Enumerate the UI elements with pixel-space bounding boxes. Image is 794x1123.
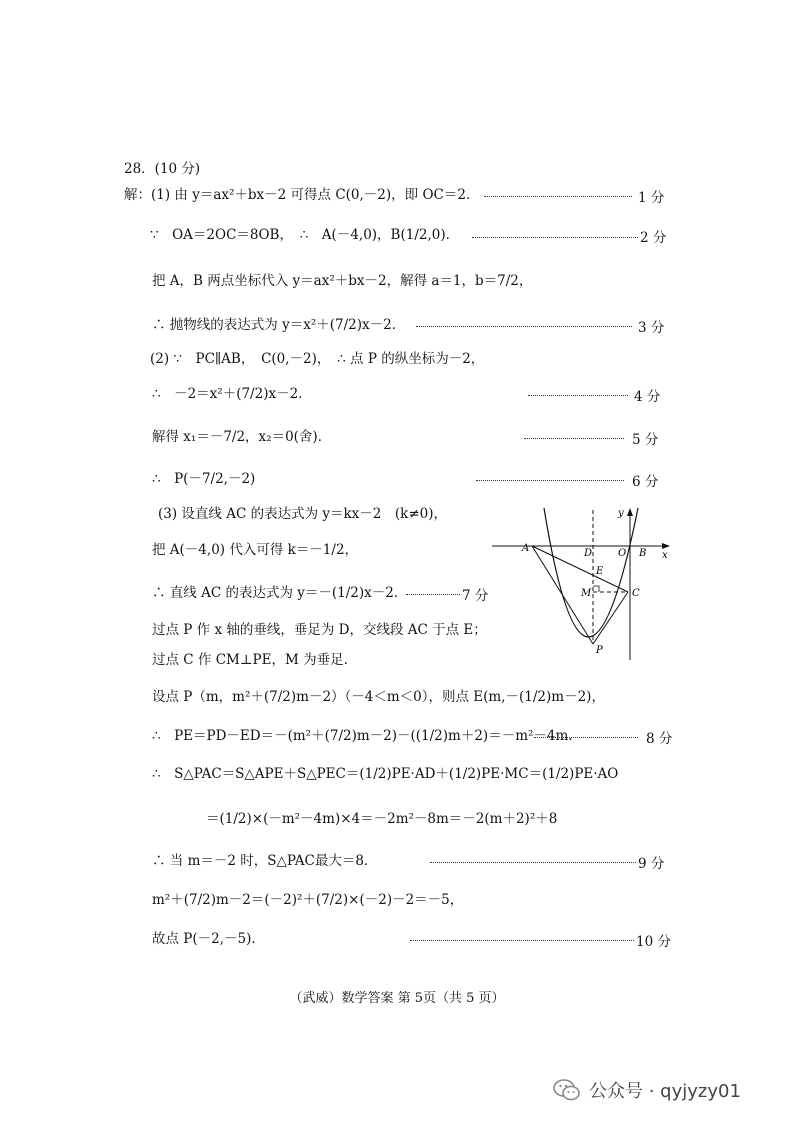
solution-line-6: ∴ －2＝x²＋(7/2)x－2． bbox=[152, 386, 312, 402]
solution-line-1: 解：(1) 由 y＝ax²＋bx－2 可得点 C(0,－2)，即 OC＝2． bbox=[124, 187, 480, 203]
solution-line-13: 过点 C 作 CM⊥PE，M 为垂足. bbox=[152, 652, 348, 668]
label-C: C bbox=[632, 588, 640, 599]
score-mark: 8 分 bbox=[646, 731, 673, 747]
solution-line-9: (3) 设直线 AC 的表达式为 y＝kx－2 (k≠0)， bbox=[158, 506, 447, 522]
solution-line-12: 过点 P 作 x 轴的垂线，垂足为 D，交线段 AC 于点 E； bbox=[152, 622, 487, 638]
solution-line-8: ∴ P(－7/2,－2) bbox=[152, 471, 256, 487]
score-mark: 4 分 bbox=[634, 389, 661, 405]
dot-leader bbox=[484, 192, 632, 197]
solution-line-2: ∵ OA＝2OC＝8OB， ∴ A(－4,0)，B(1/2,0)． bbox=[150, 227, 460, 243]
label-B: B bbox=[639, 548, 647, 559]
x-axis-arrow bbox=[662, 543, 670, 549]
solution-line-10: 把 A(－4,0) 代入可得 k＝－1/2， bbox=[152, 542, 359, 558]
dot-leader bbox=[406, 590, 460, 595]
score-mark: 5 分 bbox=[632, 432, 659, 448]
dot-leader bbox=[524, 434, 624, 439]
right-angle-mark bbox=[593, 586, 599, 592]
score-mark: 2 分 bbox=[640, 230, 667, 246]
wechat-watermark bbox=[553, 1073, 741, 1107]
solution-line-14: 设点 P（m，m²＋(7/2)m－2）（－4＜m＜0），则点 E(m,－(1/2)m－2)， bbox=[152, 689, 605, 705]
y-axis-arrow bbox=[627, 508, 633, 516]
parabola-diagram bbox=[492, 506, 676, 664]
score-mark: 1 分 bbox=[638, 190, 665, 206]
solution-line-15: ∴ PE＝PD－ED＝－(m²＋(7/2)m－2)－((1/2)m＋2)＝－m²－4m. bbox=[152, 728, 573, 744]
dot-leader bbox=[528, 391, 628, 396]
score-mark: 6 分 bbox=[632, 474, 659, 490]
wechat-icon bbox=[553, 1078, 581, 1102]
label-M: M bbox=[581, 588, 592, 599]
question-header: 28．(10 分) bbox=[124, 161, 201, 177]
label-P: P bbox=[596, 645, 603, 656]
solution-line-11: ∴ 直线 AC 的表达式为 y＝－(1/2)x－2． bbox=[152, 585, 408, 601]
parabola-figure bbox=[492, 506, 676, 664]
label-x: x bbox=[662, 550, 668, 561]
dot-leader bbox=[410, 936, 634, 941]
dot-leader bbox=[534, 733, 638, 738]
label-y: y bbox=[618, 508, 624, 519]
solution-line-4: ∴ 抛物线的表达式为 y＝x²＋(7/2)x－2． bbox=[152, 317, 406, 333]
label-D: D bbox=[584, 548, 593, 559]
score-mark: 7 分 bbox=[462, 588, 489, 604]
solution-line-20: 故点 P(－2,－5)． bbox=[152, 931, 265, 947]
solution-line-17: ＝(1/2)×(－m²－4m)×4＝－2m²－8m＝－2(m＋2)²＋8 bbox=[206, 811, 558, 827]
label-O: O bbox=[618, 548, 627, 559]
parabola-curve bbox=[544, 508, 638, 637]
score-mark: 3 分 bbox=[638, 320, 665, 336]
score-mark: 9 分 bbox=[638, 856, 665, 872]
watermark-text: 公众号 · qyjyzy01 bbox=[589, 1081, 741, 1102]
segment-PC bbox=[593, 592, 628, 644]
solution-line-19: m²＋(7/2)m－2＝(－2)²＋(7/2)×(－2)－2＝－5， bbox=[152, 892, 464, 908]
dot-leader bbox=[472, 233, 638, 238]
solution-line-5: (2) ∵ PC∥AB， C(0,－2)， ∴ 点 P 的纵坐标为－2， bbox=[150, 351, 485, 367]
solution-line-3: 把 A，B 两点坐标代入 y＝ax²＋bx－2，解得 a＝1，b＝7/2， bbox=[152, 273, 533, 289]
label-E: E bbox=[596, 566, 604, 577]
solution-line-16: ∴ S△PAC＝S△APE＋S△PEC＝(1/2)PE·AD＋(1/2)PE·MC＝(1/2)PE·AO bbox=[152, 766, 619, 782]
dot-leader bbox=[430, 858, 636, 863]
solution-line-18: ∴ 当 m＝－2 时，S△PAC最大＝8． bbox=[152, 853, 378, 869]
label-A: A bbox=[522, 543, 530, 554]
dot-leader bbox=[416, 322, 632, 327]
page-footer: （武威）数学答案 第 5页（共 5 页） bbox=[289, 991, 505, 1006]
score-mark: 10 分 bbox=[636, 934, 671, 950]
dot-leader bbox=[476, 476, 624, 481]
solution-line-7: 解得 x₁＝－7/2，x₂＝0(舍)． bbox=[152, 429, 332, 445]
